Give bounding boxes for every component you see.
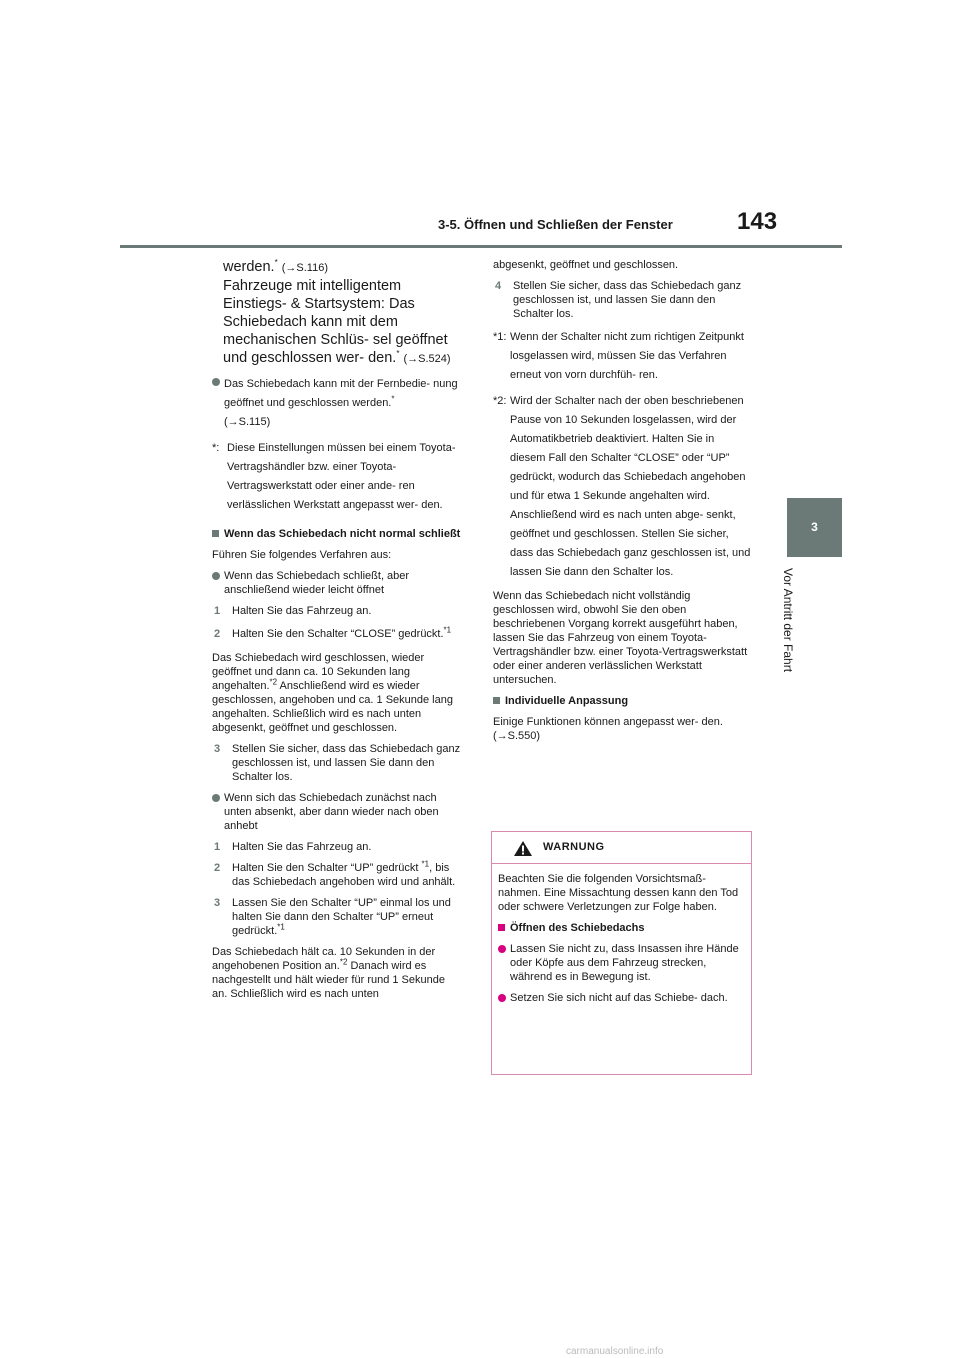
paragraph-text: Das Schiebedach wird geschlossen, wieder geöffnet und dann ca. 10 Sekunden lang angehalten. xyxy=(212,652,425,692)
warning-item: Setzen Sie sich nicht auf das Schiebe- dach. xyxy=(498,991,745,1005)
chapter-title: Vor Antritt der Fahrt xyxy=(781,568,795,673)
step-text: Stellen Sie sicher, dass das Schiebedach ganz geschlossen ist, und lassen Sie dann den Schalter los. xyxy=(513,280,742,320)
step-item xyxy=(212,896,462,938)
footnote-key: *: xyxy=(212,442,220,454)
footnote-mark: *2 xyxy=(269,677,278,687)
paragraph: Wenn das Schiebedach nicht vollständig geschlossen wird, obwohl Sie den oben beschriebenen Vorgang korrekt ausgeführt haben, lassen Sie das Fahrzeug von einem Toyota-Vertragshändler bzw. einer Toyota-Vertragswerkstatt oder einer anderen verlässlichen Werkstatt untersuchen. xyxy=(493,590,748,686)
footnote-text: Diese Einstellungen müssen bei einem Toyota-Vertragshändler bzw. einer Toyota-Vertragswerkstatt oder einer ande- ren verlässlichen Werkstatt angepasst wer- den. xyxy=(227,442,456,511)
footnote-key: *2: xyxy=(493,395,507,407)
step-number: 3 xyxy=(214,897,221,909)
page-ref[interactable]: (→S.116) xyxy=(281,262,329,274)
right-column xyxy=(493,258,751,750)
paragraph-text: Danach wird es nachgestellt und hält wieder für rund 1 Sekunde an. Schließlich wird es nach unten xyxy=(212,960,445,1000)
step-text: Halten Sie das Fahrzeug an. xyxy=(232,841,372,853)
intro-paragraph xyxy=(212,258,462,368)
step-text: Halten Sie das Fahrzeug an. xyxy=(232,605,372,617)
footnote-mark: * xyxy=(391,394,395,404)
footnote-mark: *2 xyxy=(339,957,348,967)
paragraph-text: Anschließend wird es wieder geschlossen, angehoben und ca. 1 Sekunde lang angehalten. Schließlich wird es nach unten abgesenkt, geöffnet und geschlossen. xyxy=(212,680,453,734)
step-text: Halten Sie den Schalter “CLOSE” gedrückt. xyxy=(232,628,444,640)
paragraph-text: Das Schiebedach hält ca. 10 Sekunden in der angehobenen Position an. xyxy=(212,946,436,972)
bullet-text: Das Schiebedach kann mit der Fernbedie- nung geöffnet und geschlossen werden. xyxy=(224,378,458,409)
step-number: 1 xyxy=(214,605,221,617)
footnote-mark: *1 xyxy=(421,859,430,869)
footnote-key: *1: xyxy=(493,331,507,343)
section-title: 3-5. Öffnen und Schließen der Fenster xyxy=(438,217,673,232)
step-number: 2 xyxy=(214,628,221,640)
watermark: carmanualsonline.info xyxy=(566,1346,664,1357)
step-number: 4 xyxy=(495,280,502,292)
footnote-mark: *1 xyxy=(277,922,285,932)
page-number: 143 xyxy=(737,208,778,235)
footnote xyxy=(493,328,751,385)
paragraph xyxy=(212,945,462,1001)
warning-title: WARNUNG xyxy=(543,841,605,853)
footnote-mark: * xyxy=(396,349,400,359)
left-column xyxy=(212,258,462,1008)
list-item xyxy=(212,375,462,432)
subheading: Individuelle Anpassung xyxy=(493,694,751,708)
step-text: Halten Sie den Schalter “UP” gedrückt xyxy=(232,862,422,874)
page-ref[interactable]: (→S.524) xyxy=(403,353,451,365)
step-item xyxy=(212,840,462,854)
warning-box xyxy=(491,831,752,1075)
warning-intro: Beachten Sie die folgenden Vorsichtsmaß- nahmen. Eine Missachtung dessen kann den Tod oder schwere Verletzungen zur Folge haben. xyxy=(498,873,739,913)
footnote-text: Wenn der Schalter nicht zum richtigen Zeitpunkt losgelassen wird, müssen Sie das Verfahren erneut von vorn durchfüh- ren. xyxy=(510,331,744,381)
paragraph: Führen Sie folgendes Verfahren aus: xyxy=(212,549,392,561)
chapter-label xyxy=(760,568,830,698)
warning-header xyxy=(492,832,751,864)
warning-triangle-icon xyxy=(513,840,533,857)
step-item xyxy=(212,604,462,618)
footnote-text: Wird der Schalter nach der oben beschriebenen Pause von 10 Sekunden losgelassen, wird der Automatikbetrieb deaktiviert. Halten Sie in diesem Fall den Schalter “CLOSE” oder “UP” gedrückt, wodurch das Schiebedach angehoben und für etwa 1 Sekunde angehalten wird. Anschließend wird es nach unten abge- senkt, geöffnet und geschlossen. Stellen Sie sicher, dass das Schiebedach ganz geschlossen ist, und lassen Sie dann den Schalter los. xyxy=(510,395,751,578)
page-ref[interactable]: (→S.115) xyxy=(224,416,271,428)
paragraph xyxy=(212,651,462,735)
step-item xyxy=(493,279,751,321)
intro-text-b: Fahrzeuge mit intelligentem Einstiegs- & Startsystem: Das Schiebedach kann mit dem mechanischen Schlüs- sel geöffnet und geschlossen wer- den. xyxy=(223,278,448,366)
header-rule xyxy=(120,245,842,248)
paragraph: Einige Funktionen können angepasst wer- den. (→S.550) xyxy=(493,716,723,742)
subheading: Wenn das Schiebedach nicht normal schließt xyxy=(212,527,462,541)
footnote-mark: * xyxy=(274,258,278,268)
list-item: Wenn das Schiebedach schließt, aber anschließend wieder leicht öffnet xyxy=(212,569,462,597)
footnote xyxy=(493,392,751,582)
step-text: , bis das Schiebedach angehoben wird und anhält. xyxy=(232,862,456,888)
warning-body xyxy=(492,864,751,1005)
chapter-tab: 3 xyxy=(787,498,842,557)
footnote-mark: *1 xyxy=(443,625,452,635)
step-item xyxy=(212,625,462,644)
step-item xyxy=(212,742,462,784)
intro-text-a: werden. xyxy=(223,259,275,275)
list-item: Wenn sich das Schiebedach zunächst nach unten absenkt, aber dann wieder nach oben anhebt xyxy=(212,791,462,833)
warning-subheading: Öffnen des Schiebedachs xyxy=(498,921,745,935)
warning-item: Lassen Sie nicht zu, dass Insassen ihre Hände oder Köpfe aus dem Fahrzeug strecken, während es in Bewegung ist. xyxy=(498,942,745,984)
step-number: 3 xyxy=(214,743,221,755)
step-number: 1 xyxy=(214,841,221,853)
step-text: Lassen Sie den Schalter “UP” einmal los und halten Sie dann den Schalter “UP” erneut gedrückt. xyxy=(232,897,451,937)
step-number: 2 xyxy=(214,862,221,874)
step-item xyxy=(212,861,462,889)
step-text: Stellen Sie sicher, dass das Schiebedach ganz geschlossen ist, und lassen Sie dann den Schalter los. xyxy=(232,743,461,783)
footnote xyxy=(212,439,462,515)
paragraph: abgesenkt, geöffnet und geschlossen. xyxy=(493,259,679,271)
